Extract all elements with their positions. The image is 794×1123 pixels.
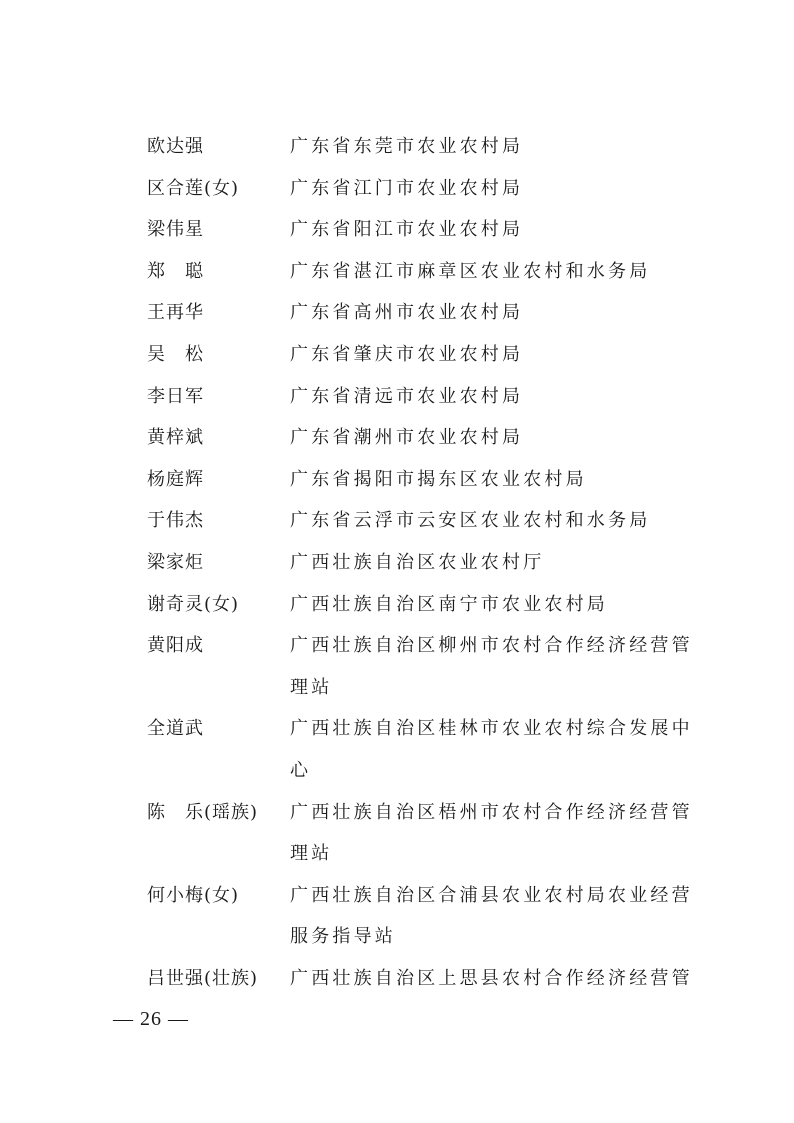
list-item [147, 251, 707, 293]
list-item [147, 376, 707, 418]
person-name: 黄梓斌 [147, 427, 204, 449]
person-organization: 广东省阳江市农业农村局 [290, 219, 524, 241]
person-name: 于伟杰 [147, 510, 204, 532]
list-item [147, 584, 707, 626]
person-name: 谢奇灵(女) [147, 593, 240, 615]
person-name: 李日军 [147, 385, 204, 407]
person-organization: 广东省潮州市农业农村局 [290, 427, 524, 449]
list-item [147, 459, 707, 501]
person-organization: 广西壮族自治区农业农村厅 [290, 551, 545, 573]
person-name: 吕世强(壮族) [147, 967, 259, 989]
list-item [147, 542, 707, 584]
list-item [147, 126, 707, 168]
list-item [147, 209, 707, 251]
person-name: 王再华 [147, 302, 204, 324]
page-number: — 26 — [113, 1008, 189, 1030]
person-organization: 广东省揭阳市揭东区农业农村局 [290, 468, 587, 490]
list-item [147, 792, 707, 875]
list-item [147, 500, 707, 542]
person-name: 郑 聪 [147, 260, 204, 282]
person-organization: 广西壮族自治区桂林市农业农村综合发展中心 [290, 718, 693, 781]
person-organization: 广西壮族自治区梧州市农村合作经济经营管理站 [290, 801, 693, 865]
list-item [147, 292, 707, 334]
person-name: 梁家炬 [147, 551, 204, 573]
list-item [147, 334, 707, 376]
person-organization: 广西壮族自治区合浦县农业农村局农业经营服务指导站 [290, 884, 693, 948]
list-item [147, 958, 707, 1000]
person-organization: 广东省东莞市农业农村局 [290, 136, 524, 157]
person-name: 何小梅(女) [147, 884, 240, 906]
person-name: 全道武 [147, 718, 204, 740]
person-name: 吴 松 [147, 343, 204, 365]
person-name: 区合莲(女) [147, 177, 240, 199]
person-name: 杨庭辉 [147, 468, 204, 490]
person-organization: 广西壮族自治区柳州市农村合作经济经营管理站 [290, 635, 693, 698]
list-item [147, 625, 707, 708]
person-organization: 广西壮族自治区南宁市农业农村局 [290, 593, 608, 615]
person-organization: 广西壮族自治区上思县农村合作经济经营管 [290, 967, 693, 989]
person-organization: 广东省云浮市云安区农业农村和水务局 [290, 510, 651, 532]
list-item [147, 168, 707, 210]
person-organization: 广东省高州市农业农村局 [290, 302, 524, 324]
person-name: 欧达强 [147, 136, 204, 157]
person-organization: 广东省肇庆市农业农村局 [290, 343, 524, 365]
person-name: 陈 乐(瑶族) [147, 801, 259, 823]
personnel-list [147, 126, 707, 999]
person-name: 黄阳成 [147, 635, 204, 657]
person-organization: 广东省江门市农业农村局 [290, 177, 524, 199]
person-organization: 广东省湛江市麻章区农业农村和水务局 [290, 260, 651, 282]
list-item [147, 417, 707, 459]
list-item [147, 708, 707, 791]
person-name: 梁伟星 [147, 219, 204, 241]
person-organization: 广东省清远市农业农村局 [290, 385, 524, 407]
list-item [147, 875, 707, 958]
